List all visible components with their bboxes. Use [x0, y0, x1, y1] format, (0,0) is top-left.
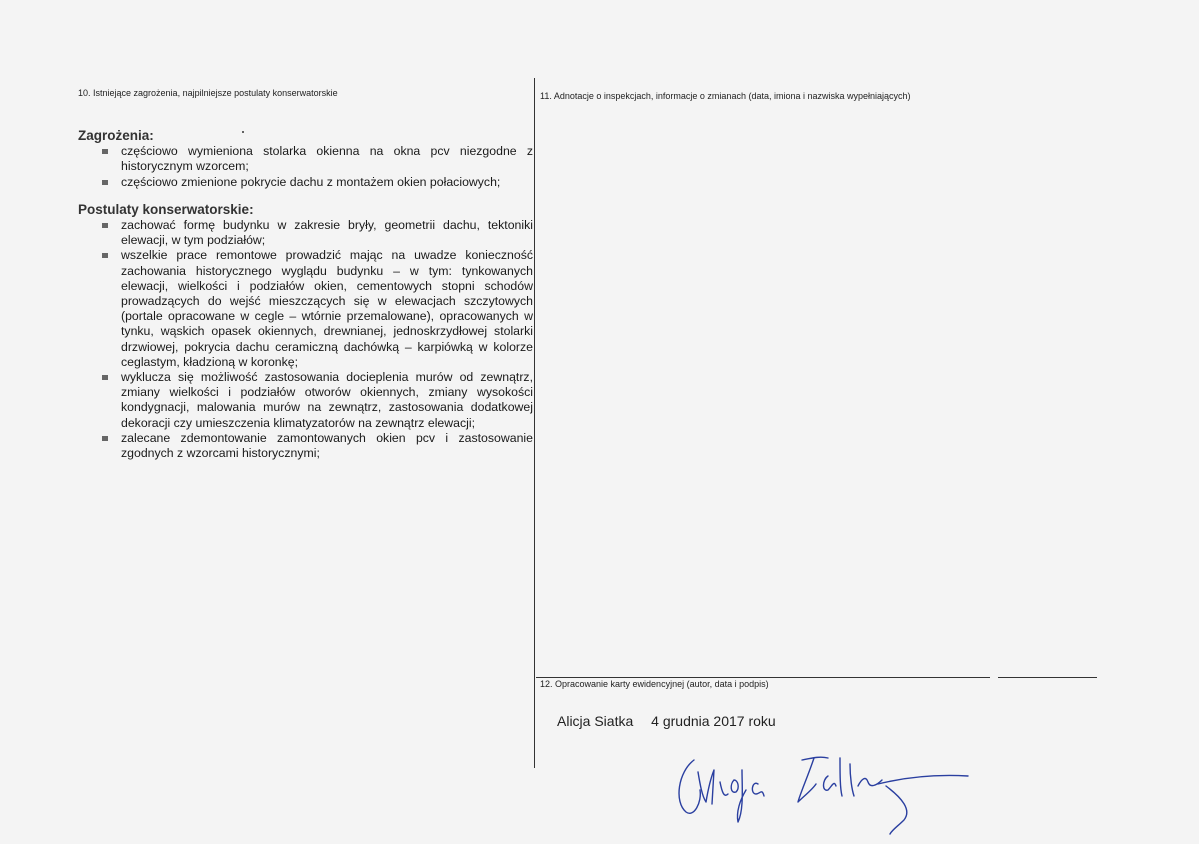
section-12-rule — [536, 677, 1097, 678]
list-item-text: częściowo zmienione pokrycie dachu z montażem okien połaciowych; — [121, 174, 501, 189]
list-item-text: zalecane zdemontowanie zamontowanych okien pcv i zastosowanie zgodnych z wzorcami historycznymi; — [121, 430, 533, 461]
list-item — [78, 431, 533, 461]
list-item-text: częściowo wymieniona stolarka okienna na okna pcv niezgodne z historycznym wzorcem; — [121, 144, 533, 174]
square-bullet-icon — [102, 223, 108, 228]
author-name: Alicja Siatka — [557, 713, 634, 729]
section-10-content — [78, 128, 533, 461]
section-11-title: 11. Adnotacje o inspekcjach, informacje o zmianach (data, imiona i nazwiska wypełniających) — [540, 91, 911, 101]
square-bullet-icon — [102, 180, 108, 185]
list-item-text: zachować formę budynku w zakresie bryły, geometrii dachu, tektoniki elewacji, w tym podziałów; — [121, 218, 533, 248]
list-item — [78, 175, 533, 190]
list-item — [78, 248, 533, 370]
author-date: 4 grudnia 2017 roku — [651, 713, 776, 729]
handwritten-signature — [672, 750, 972, 835]
postulates-heading: Postulaty konserwatorskie: — [78, 201, 254, 217]
list-item-text: wszelkie prace remontowe prowadzić mając na uwadze konieczność zachowania historycznego wyglądu budynku – w tym: tynkowanych elewacji, wielkości i podziałów okien, cementowych stopni schodów prowadzących do wejść mieszczących się w elewacjach szczytowych (portale opracowane w cegle – wtórnie przemalowane), opracowanych w tynku, wąskich opasek okiennych, drewnianej, jednoskrzydłowej stolarki drzwiowej, pokrycia dachu ceramiczną dachówką – karpiówką w kolorze ceglastym, kładzioną w koronkę; — [121, 248, 533, 369]
threats-heading: Zagrożenia: — [78, 128, 154, 143]
list-item — [78, 370, 533, 431]
list-item — [78, 218, 533, 248]
column-divider — [534, 78, 535, 768]
threats-list — [78, 144, 533, 190]
square-bullet-icon — [102, 436, 108, 441]
section-12-title: 12. Opracowanie karty ewidencyjnej (autor, data i podpis) — [540, 679, 769, 689]
list-item-text: wyklucza się możliwość zastosowania docieplenia murów od zewnątrz, zmiany wielkości i podziałów otworów okiennych, zmiany wysokości kondygnacji, malowania murów na zewnątrz, zastosowania dodatkowej dekoracji czy umieszczenia klimatyzatorów na zewnątrz elewacji; — [121, 370, 533, 430]
section-10-title: 10. Istniejące zagrożenia, najpilniejsze postulaty konserwatorskie — [78, 88, 338, 98]
postulates-list — [78, 218, 533, 461]
square-bullet-icon — [102, 375, 108, 380]
square-bullet-icon — [102, 253, 108, 258]
author-line — [557, 713, 776, 729]
list-item — [78, 144, 533, 174]
square-bullet-icon — [102, 149, 108, 154]
